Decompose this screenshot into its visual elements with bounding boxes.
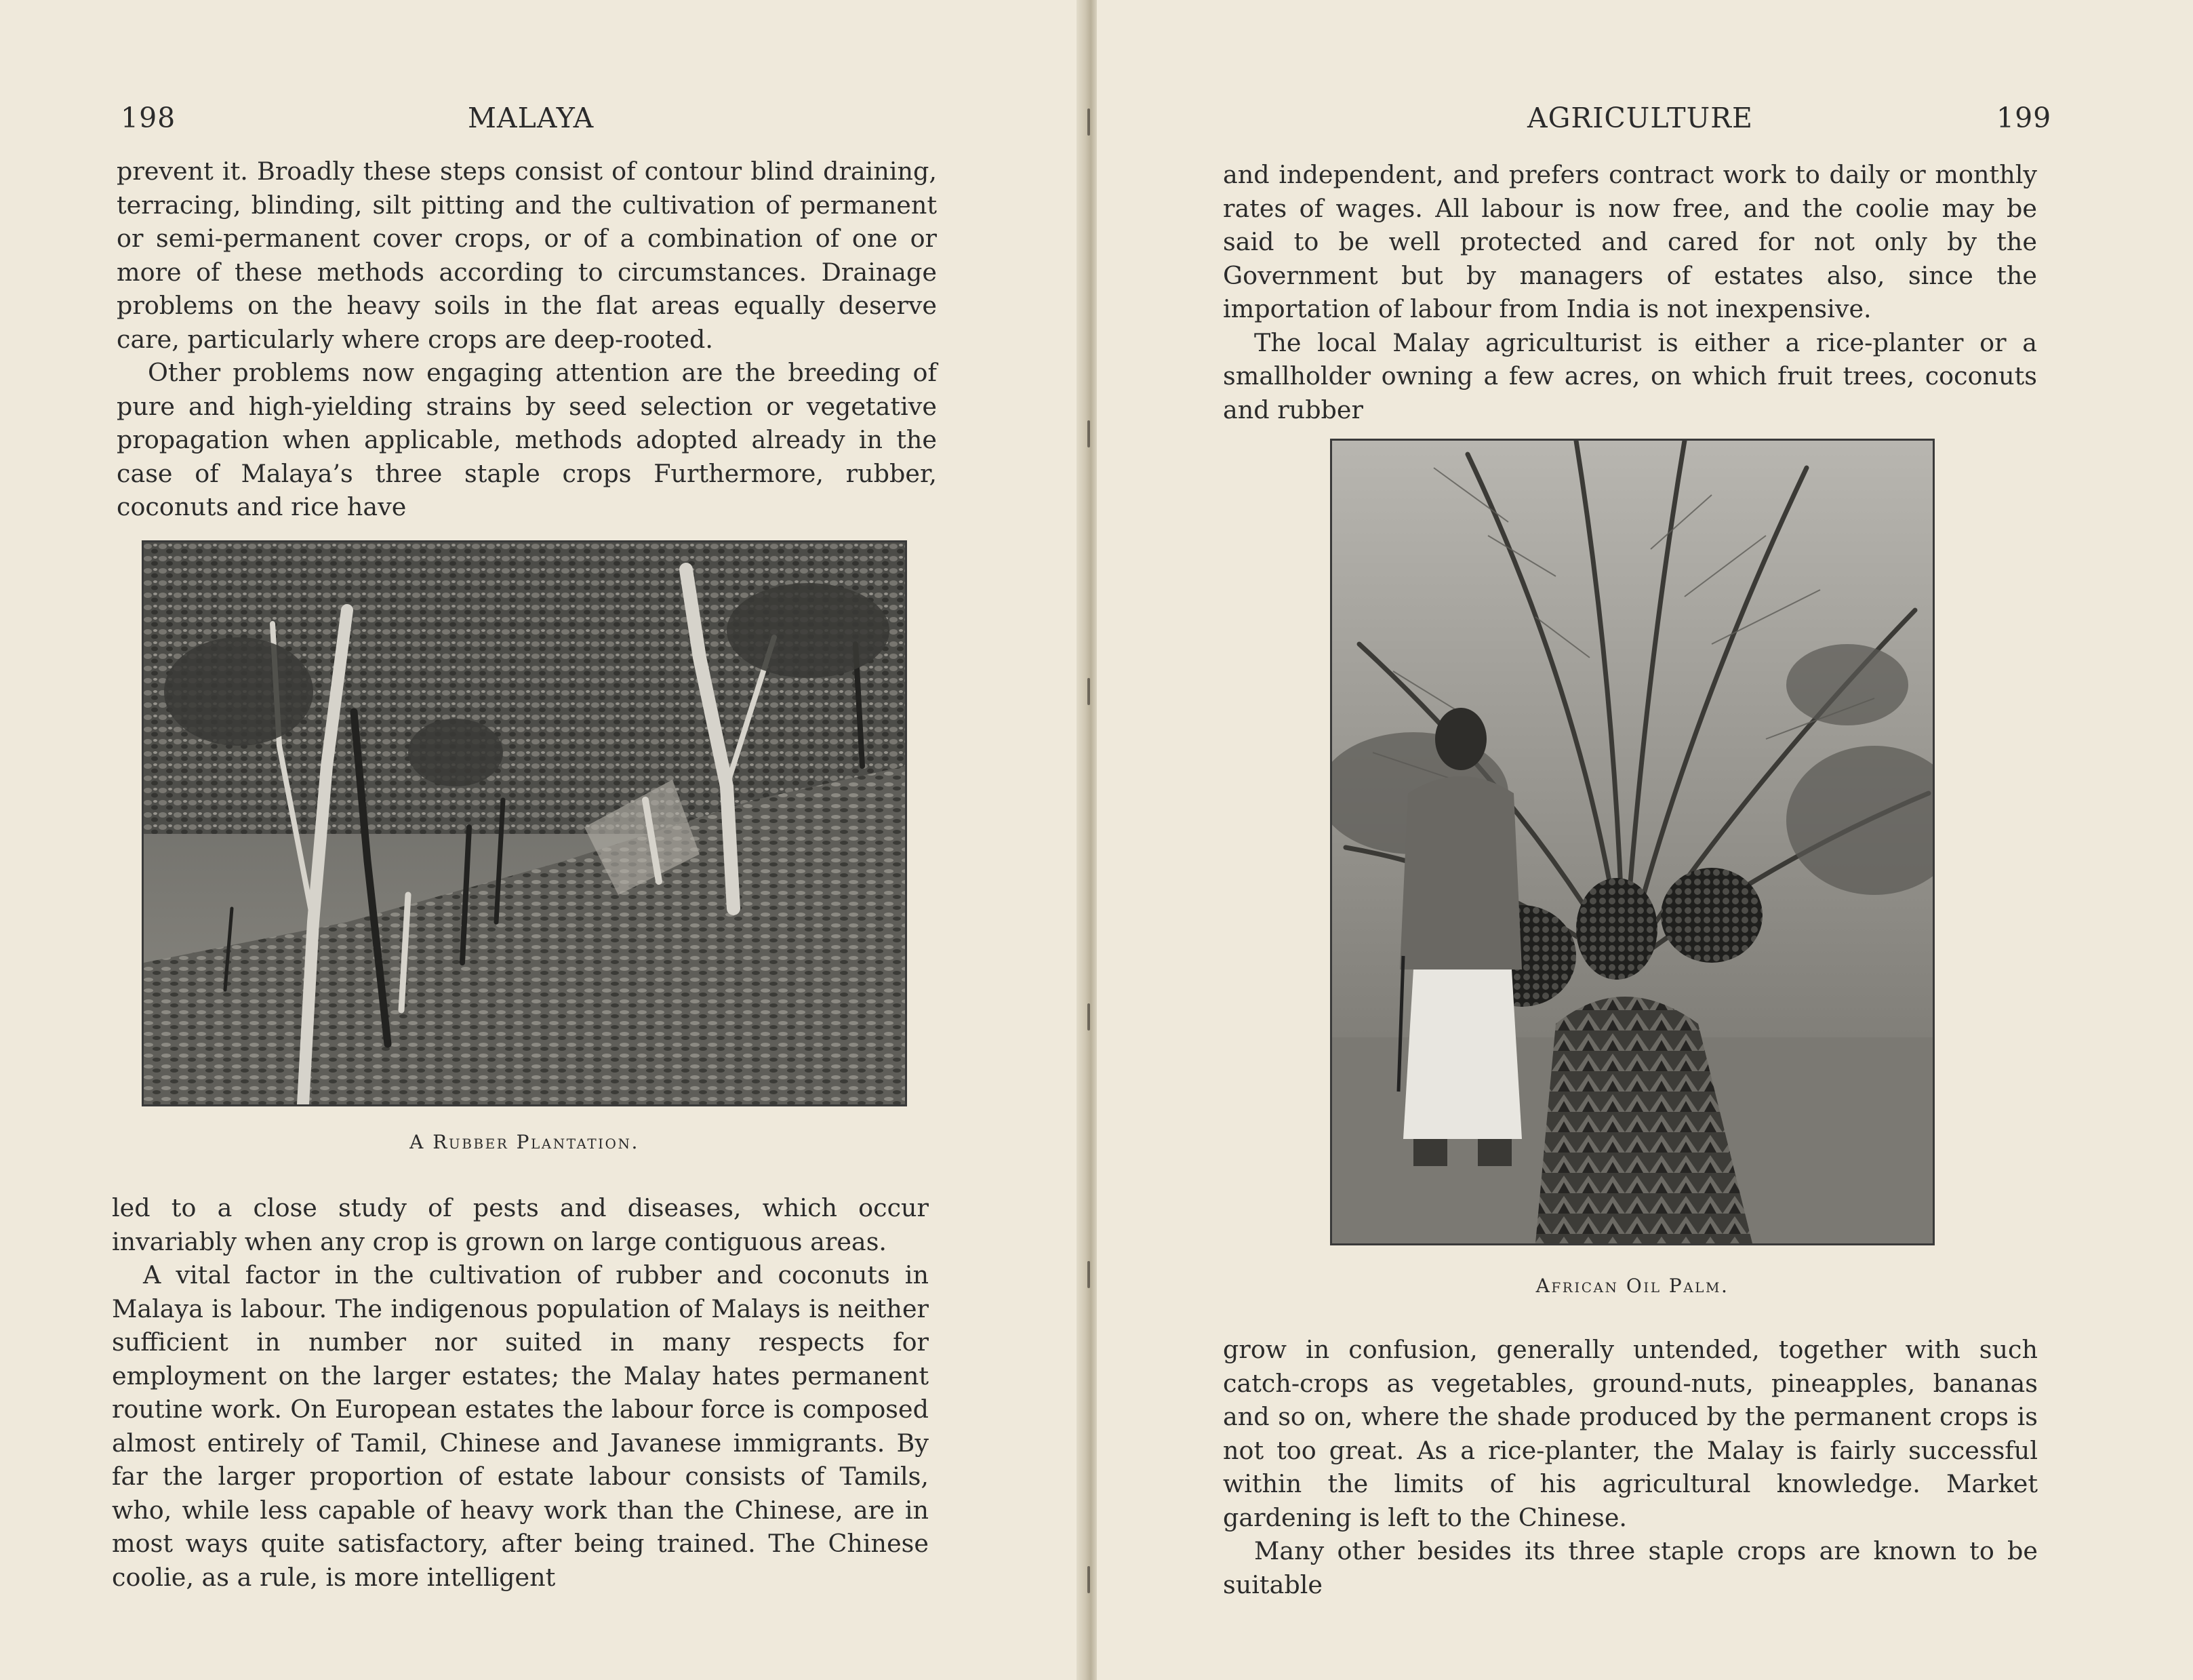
- rubber-plantation-image: [144, 542, 905, 1104]
- african-oil-palm-image: [1332, 441, 1933, 1243]
- left-top-text: [117, 155, 937, 524]
- binding-thread: [1087, 108, 1090, 136]
- paragraph: and independent, and prefers contract work to daily or monthly rates of wages. All labour is now free, and the coolie may be said to be well protected and cared for not only by the Government but by managers of estates also, since the importation of labour from India is not inexpensive.: [1223, 160, 2037, 323]
- figure-caption-right: African Oil Palm.: [1535, 1275, 1729, 1297]
- rubber-plantation-photo: [142, 540, 907, 1106]
- binding-thread: [1087, 420, 1090, 447]
- binding-thread: [1087, 1003, 1090, 1031]
- running-head-left: MALAYA: [468, 102, 595, 134]
- running-head-right: AGRICULTURE: [1527, 102, 1753, 134]
- paragraph: prevent it. Broadly these steps consist of contour blind draining, terracing, blinding, silt pitting and the cultivation of permanent or semi-permanent cover crops, or of a combination of one or more of these methods according to circumstances. Drainage problems on the heavy soils in the flat areas equally deserve care, particularly where crops are deep-rooted.: [117, 157, 937, 354]
- right-page: [1097, 0, 2193, 1680]
- african-oil-palm-photo: [1330, 439, 1935, 1245]
- paragraph: grow in confusion, generally untended, together with such catch-crops as vegetables, ground-nuts, pineapples, bananas and so on, where the shade produced by the permanent crops is not too great. As a rice-planter, the Malay is fairly successful within the limits of his agricultural knowledge. Market gardening is left to the Chinese.: [1223, 1335, 2038, 1532]
- paragraph: led to a close study of pests and diseases, which occur invariably when any crop is grown on large contiguous areas.: [112, 1193, 929, 1256]
- paragraph: Other problems now engaging attention are the breeding of pure and high-yielding strains by seed selection or vegetative propagation when applicable, methods adopted already in the case of Malaya’s three staple crops Furthermore, rubber, coconuts and rice have: [117, 358, 937, 521]
- paragraph: Many other besides its three staple crops are known to be suitable: [1223, 1536, 2038, 1599]
- left-bottom-text: [112, 1191, 929, 1594]
- right-top-text: [1223, 158, 2037, 426]
- left-page: [0, 0, 1085, 1680]
- figure-caption-left: A Rubber Plantation.: [409, 1131, 639, 1153]
- page-number-right: 199: [1996, 102, 2052, 134]
- binding-thread: [1087, 678, 1090, 705]
- binding-thread: [1087, 1261, 1090, 1288]
- page-number-left: 198: [121, 102, 176, 134]
- paragraph: A vital factor in the cultivation of rubber and coconuts in Malaya is labour. The indigenous population of Malays is neither sufficient in number nor suited in many respects for employment on the larger estates; the Malay hates permanent routine work. On European estates the labour force is composed almost entirely of Tamil, Chinese and Javanese immigrants. By far the larger proportion of estate labour consists of Tamils, who, while less capable of heavy work than the Chinese, are in most ways quite satisfactory, after being trained. The Chinese coolie, as a rule, is more intelligent: [112, 1260, 929, 1592]
- right-bottom-text: [1223, 1333, 2038, 1601]
- binding-thread: [1087, 1566, 1090, 1593]
- paragraph: The local Malay agriculturist is either a rice-planter or a smallholder owning a few acres, on which fruit trees, coconuts and rubber: [1223, 327, 2037, 424]
